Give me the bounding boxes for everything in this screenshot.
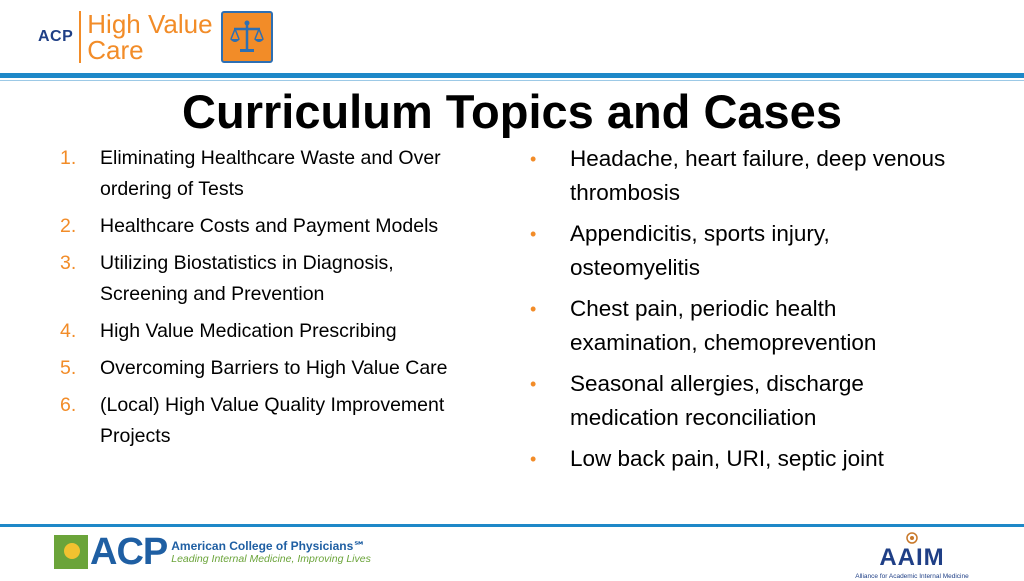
aaim-emblem-icon	[902, 532, 922, 544]
item-text: Seasonal allergies, discharge medication reconciliation	[570, 371, 864, 430]
item-number: 5.	[60, 357, 77, 379]
acp-tagline: Leading Internal Medicine, Improving Lives	[171, 553, 371, 565]
list-item	[60, 390, 470, 452]
logo-acp-text: ACP	[38, 28, 74, 45]
item-number: 2.	[60, 215, 77, 237]
bullet-icon: •	[530, 149, 537, 169]
slide-title: Curriculum Topics and Cases	[182, 85, 842, 138]
cases-list	[530, 142, 950, 483]
item-text: (Local) High Value Quality Improvement Projects	[100, 394, 445, 447]
high-value-care-logo	[38, 8, 273, 66]
acp-emblem-icon	[54, 535, 88, 569]
logo-line-1: High Value	[87, 9, 213, 39]
item-text: High Value Medication Prescribing	[100, 320, 397, 342]
acp-wordmark: ACP	[90, 531, 168, 573]
topics-list	[60, 143, 470, 458]
footer-rule	[0, 524, 1024, 527]
acp-org-name: American College of Physicians℠	[171, 539, 366, 553]
item-text: Low back pain, URI, septic joint	[570, 446, 884, 471]
list-item	[530, 217, 950, 285]
list-item	[530, 442, 950, 476]
aaim-subtitle: Alliance for Academic Internal Medicine	[855, 573, 969, 580]
header-rule-thin	[0, 80, 1024, 81]
item-text: Eliminating Healthcare Waste and Over ordering of Tests	[100, 147, 441, 200]
item-number: 1.	[60, 147, 77, 169]
aaim-logo	[852, 532, 972, 580]
bullet-icon: •	[530, 449, 537, 469]
list-item	[60, 248, 470, 310]
logo-divider	[79, 11, 81, 63]
item-text: Headache, heart failure, deep venous thrombosis	[570, 146, 946, 205]
header-rule	[0, 73, 1024, 78]
logo-wordmark	[87, 11, 212, 63]
bullet-icon: •	[530, 224, 537, 244]
item-number: 3.	[60, 252, 77, 274]
list-item	[530, 367, 950, 435]
bullet-icon: •	[530, 374, 537, 394]
list-item	[530, 142, 950, 210]
acp-text-block	[171, 539, 371, 565]
scales-icon	[221, 11, 273, 63]
bullet-icon: •	[530, 299, 537, 319]
item-number: 6.	[60, 394, 77, 416]
item-text: Utilizing Biostatistics in Diagnosis, Screening and Prevention	[100, 252, 394, 305]
logo-line-2: Care	[87, 35, 144, 65]
list-item	[530, 292, 950, 360]
item-text: Healthcare Costs and Payment Models	[100, 215, 439, 237]
list-item	[60, 353, 470, 384]
list-item	[60, 211, 470, 242]
list-item	[60, 143, 470, 205]
aaim-wordmark: AAIM	[879, 544, 945, 571]
item-text: Chest pain, periodic health examination, chemoprevention	[570, 296, 877, 355]
list-item	[60, 316, 470, 347]
item-number: 4.	[60, 320, 77, 342]
item-text: Overcoming Barriers to High Value Care	[100, 357, 448, 379]
item-text: Appendicitis, sports injury, osteomyelitis	[570, 221, 830, 280]
acp-footer-logo	[54, 532, 371, 572]
